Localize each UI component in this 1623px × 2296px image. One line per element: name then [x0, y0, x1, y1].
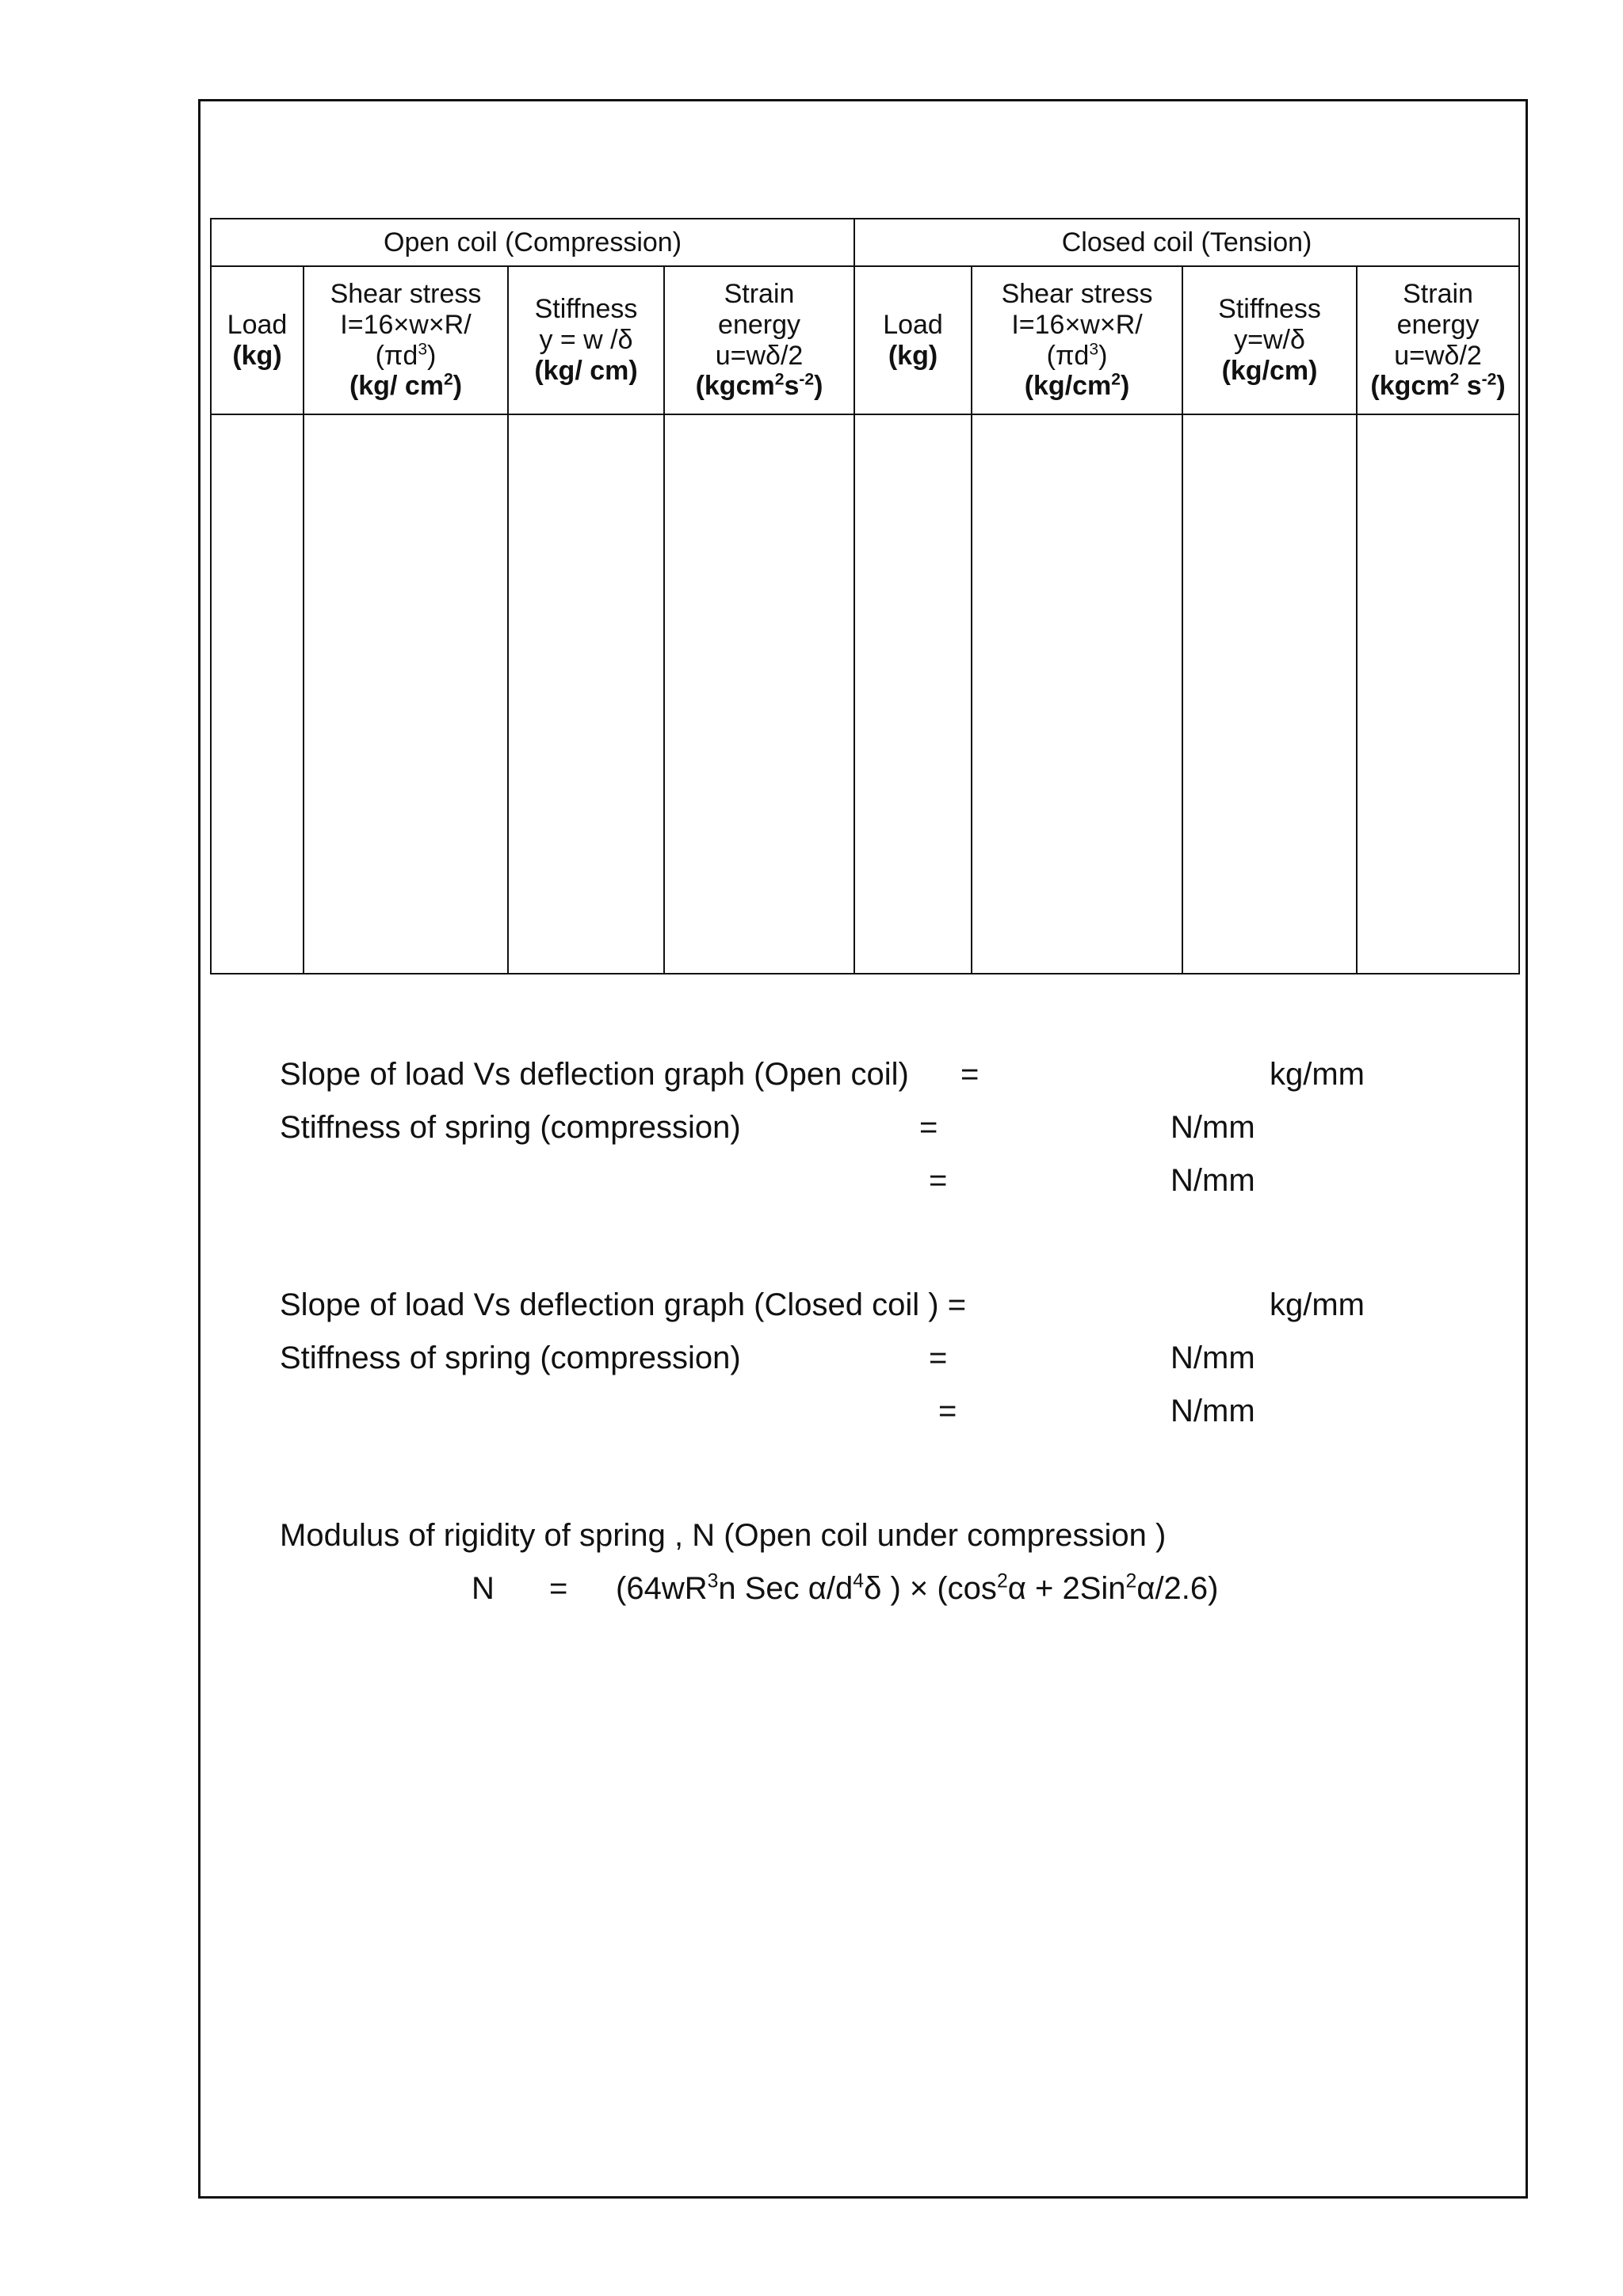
header-label: Stiffness — [1218, 294, 1321, 325]
header-label: Stiffness — [534, 294, 638, 325]
open-strain-energy-header — [664, 266, 854, 414]
modulus-label: Modulus of rigidity of spring , N (Open coil under compression ) — [280, 1518, 1167, 1553]
table-cell-empty[interactable] — [211, 414, 304, 974]
open-stiffness-equals: = — [919, 1110, 938, 1145]
closed-load-header — [854, 266, 972, 414]
header-label: Strain — [724, 279, 795, 309]
table-cell-empty[interactable] — [854, 414, 972, 974]
open-slope-unit: kg/mm — [1270, 1057, 1365, 1092]
table-cell-empty[interactable] — [1357, 414, 1519, 974]
header-label: Shear stress — [1001, 279, 1153, 309]
header-formula: u=wδ/2 — [715, 340, 804, 371]
header-formula: y = w /δ — [539, 325, 633, 356]
header-formula: y=w/δ — [1234, 325, 1305, 356]
closed-coil-group-header: Closed coil (Tension) — [854, 219, 1519, 266]
table-cell-empty[interactable] — [1182, 414, 1357, 974]
header-unit: (kgcm$^2$ $s^{-2}$) — [1370, 370, 1506, 402]
open-slope-equals: = — [960, 1057, 980, 1092]
header-formula: I=16×w×R/ — [1011, 309, 1143, 340]
open-stiffness-si-equals: = — [929, 1163, 948, 1198]
header-unit: $(kgcm^2s^{-2})$ — [695, 370, 823, 402]
open-coil-group-header: Open coil (Compression) — [211, 219, 854, 266]
header-unit: $(kg/cm^2)$ — [1024, 370, 1130, 402]
header-unit: (kg/cm) — [1221, 355, 1318, 386]
closed-slope-label: Slope of load Vs deflection graph (Closed coil ) = — [280, 1287, 967, 1322]
closed-stiffness-equals: = — [929, 1341, 948, 1375]
closed-stiffness-si-equals: = — [938, 1394, 957, 1428]
header-formula: u=wδ/2 — [1394, 340, 1482, 371]
open-stiffness-header — [508, 266, 664, 414]
closed-slope-unit: kg/mm — [1270, 1287, 1365, 1322]
closed-stiffness-label: Stiffness of spring (compression) — [280, 1341, 741, 1375]
header-unit: (kg/ cm) — [534, 355, 638, 386]
open-load-header — [211, 266, 304, 414]
header-label: Load — [227, 309, 288, 340]
open-stiffness-label: Stiffness of spring (compression) — [280, 1110, 741, 1145]
table-cell-empty[interactable] — [508, 414, 664, 974]
observation-table — [210, 218, 1520, 974]
open-shear-header — [304, 266, 508, 414]
header-formula-denominator: $(\pi d^3)$ — [375, 340, 437, 371]
header-formula: I=16×w×R/ — [340, 309, 472, 340]
table-cell-empty[interactable] — [972, 414, 1182, 974]
formula-equals: = — [549, 1571, 568, 1606]
closed-stiffness-si-unit: N/mm — [1170, 1394, 1255, 1428]
table-cell-empty[interactable] — [664, 414, 854, 974]
open-stiffness-si-unit: N/mm — [1170, 1163, 1255, 1198]
table-cell-empty[interactable] — [304, 414, 508, 974]
closed-strain-energy-header — [1357, 266, 1519, 414]
header-unit: (kg) — [232, 340, 282, 371]
open-slope-label: Slope of load Vs deflection graph (Open coil) — [280, 1057, 909, 1092]
header-unit: (kg/ $cm^2$) — [349, 370, 463, 402]
closed-shear-header — [972, 266, 1182, 414]
header-unit: (kg) — [888, 340, 938, 371]
header-label: energy — [718, 309, 800, 340]
header-formula-denominator: $(\pi d^3)$ — [1046, 340, 1108, 371]
header-label: Strain — [1403, 279, 1473, 309]
open-stiffness-unit: N/mm — [1170, 1110, 1255, 1145]
modulus-formula: ($64wR^3n$ Sec $\alpha/d^4\delta$ ) × $(\cos^2\alpha + 2Sin^2\alpha/2.6)$ — [616, 1570, 1219, 1606]
header-label: Load — [883, 309, 943, 340]
closed-stiffness-unit: N/mm — [1170, 1341, 1255, 1375]
formula-lhs: N — [472, 1571, 495, 1606]
header-label: energy — [1396, 309, 1480, 340]
header-label: Shear stress — [330, 279, 482, 309]
closed-stiffness-header — [1182, 266, 1357, 414]
